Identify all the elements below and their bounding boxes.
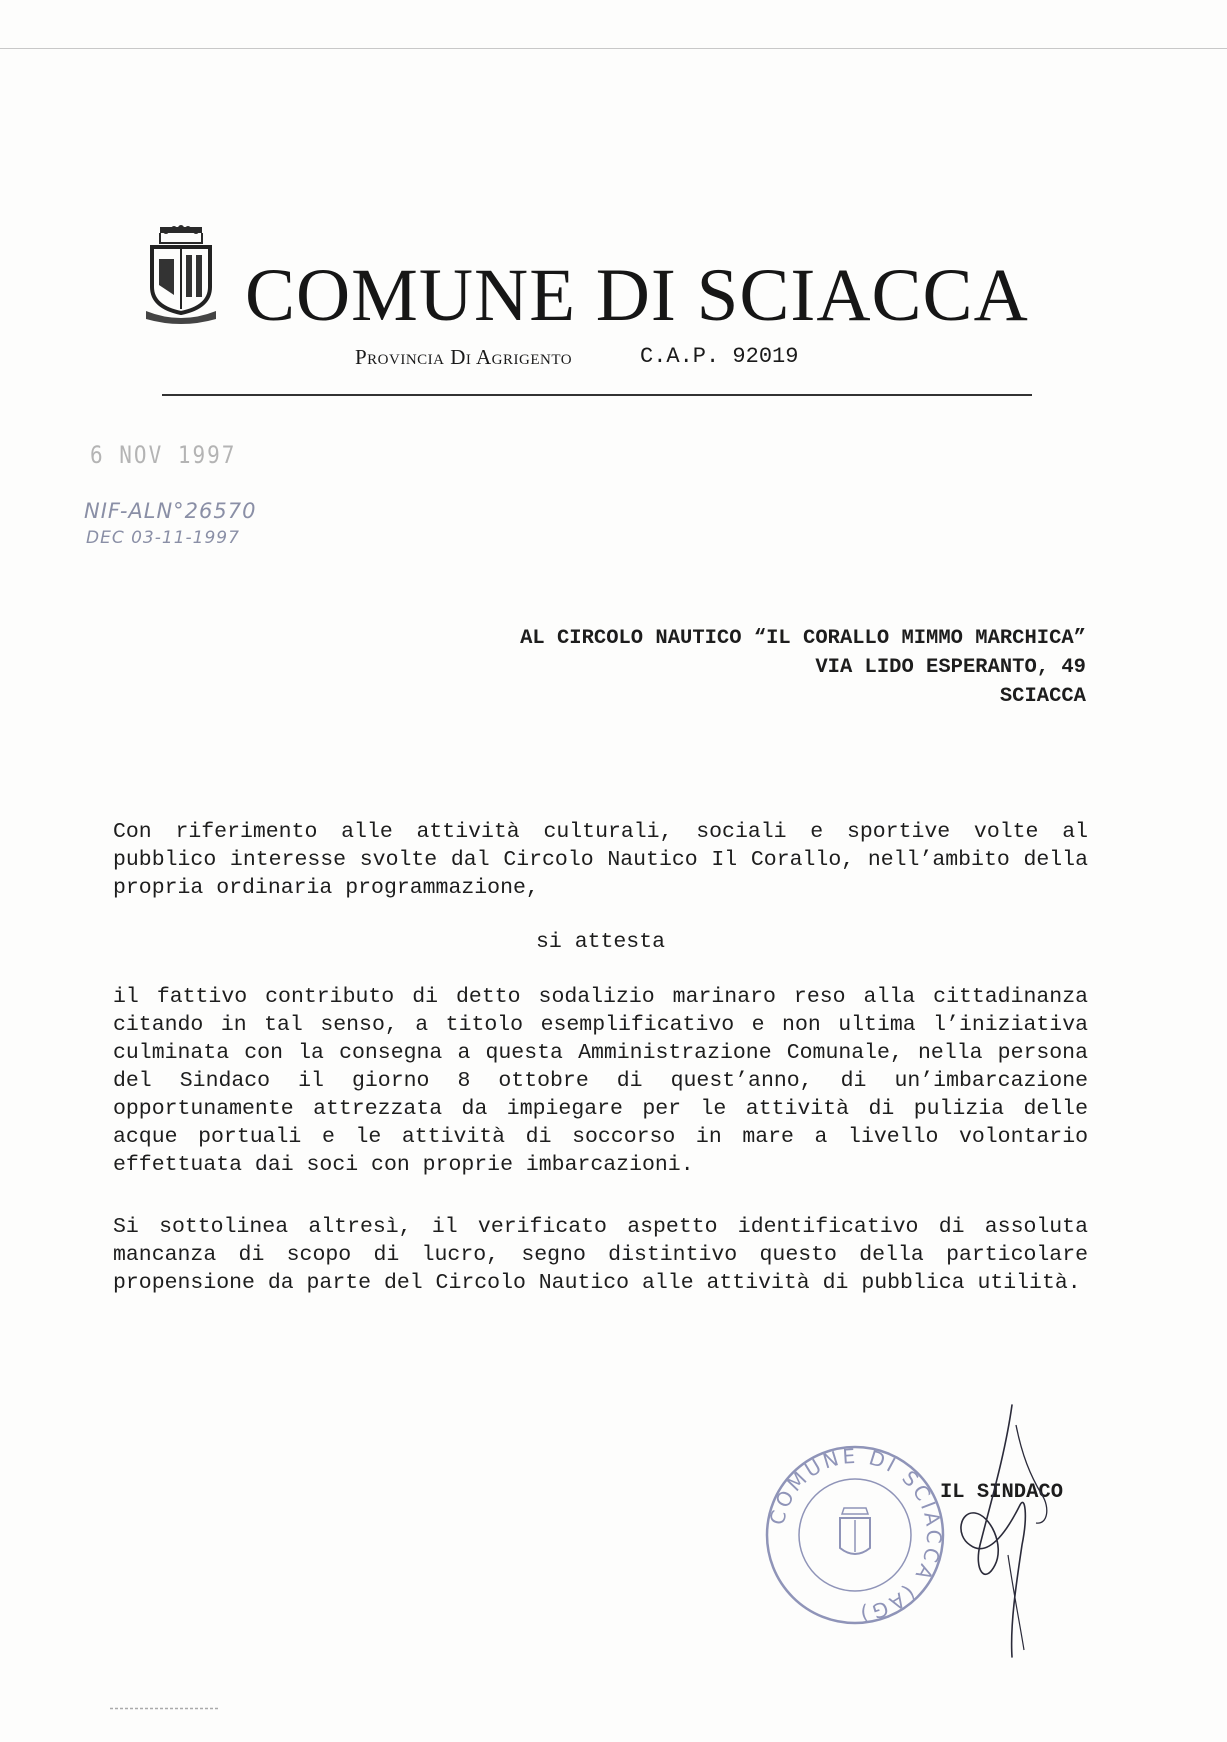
- signatory-title: IL SINDACO: [940, 1481, 1064, 1504]
- municipal-crest-icon: [146, 225, 216, 325]
- scan-edge-line: [0, 48, 1227, 49]
- scan-artifact: [110, 1707, 220, 1710]
- handwritten-signature-icon: [950, 1395, 1060, 1665]
- province-label: Provincia Di Agrigento: [355, 345, 573, 369]
- attestation-heading: si attesta: [535, 930, 666, 954]
- protocol-number-note: NIF-ALN°26570: [84, 499, 257, 523]
- addressee-block: [520, 624, 1086, 711]
- letterhead-divider: [162, 394, 1032, 396]
- intro-paragraph: Con riferimento alle attività culturali, sociali e sportive volte al pubblico interesse svolte dal Circolo Nautico Il Corallo, nell’ambito della propria ordinaria programmazione,: [113, 820, 1088, 900]
- municipal-seal-icon: [760, 1440, 950, 1630]
- postal-code: C.A.P. 92019: [640, 344, 799, 369]
- municipality-title: COMUNE DI SCIACCA: [245, 254, 1029, 337]
- received-date-stamp: 6 NOV 1997: [90, 441, 237, 469]
- addressee-street: VIA LIDO ESPERANTO, 49: [815, 656, 1086, 679]
- protocol-date-note: DEC 03-11-1997: [86, 528, 240, 548]
- body-paragraph-2: Si sottolinea altresì, il verificato aspetto identificativo di assoluta mancanza di scopo di lucro, segno distintivo questo della particolare propensione da parte del Circolo Nautico alle attività di pubblica utilità.: [113, 1215, 1088, 1295]
- body-paragraph-1: il fattivo contributo di detto sodalizio marinaro reso alla cittadinanza citando in tal senso, a titolo esemplificativo e non ultima l’iniziativa culminata con la consegna a questa Amministrazione Comunale, nella persona del Sindaco il giorno 8 ottobre di quest’anno, di un’imbarcazione opportunamente attrezzata da impiegare per le attività di pulizia delle acque portuali e le attività di soccorso in mare a livello volontario effettuata dai soci con proprie imbarcazioni.: [113, 985, 1088, 1177]
- addressee-city: SCIACCA: [999, 685, 1086, 708]
- addressee-name: AL CIRCOLO NAUTICO “IL CORALLO MIMMO MARCHICA”: [520, 627, 1086, 650]
- seal-ring-text: COMUNE DI SCIACCA (AG): [764, 1443, 947, 1627]
